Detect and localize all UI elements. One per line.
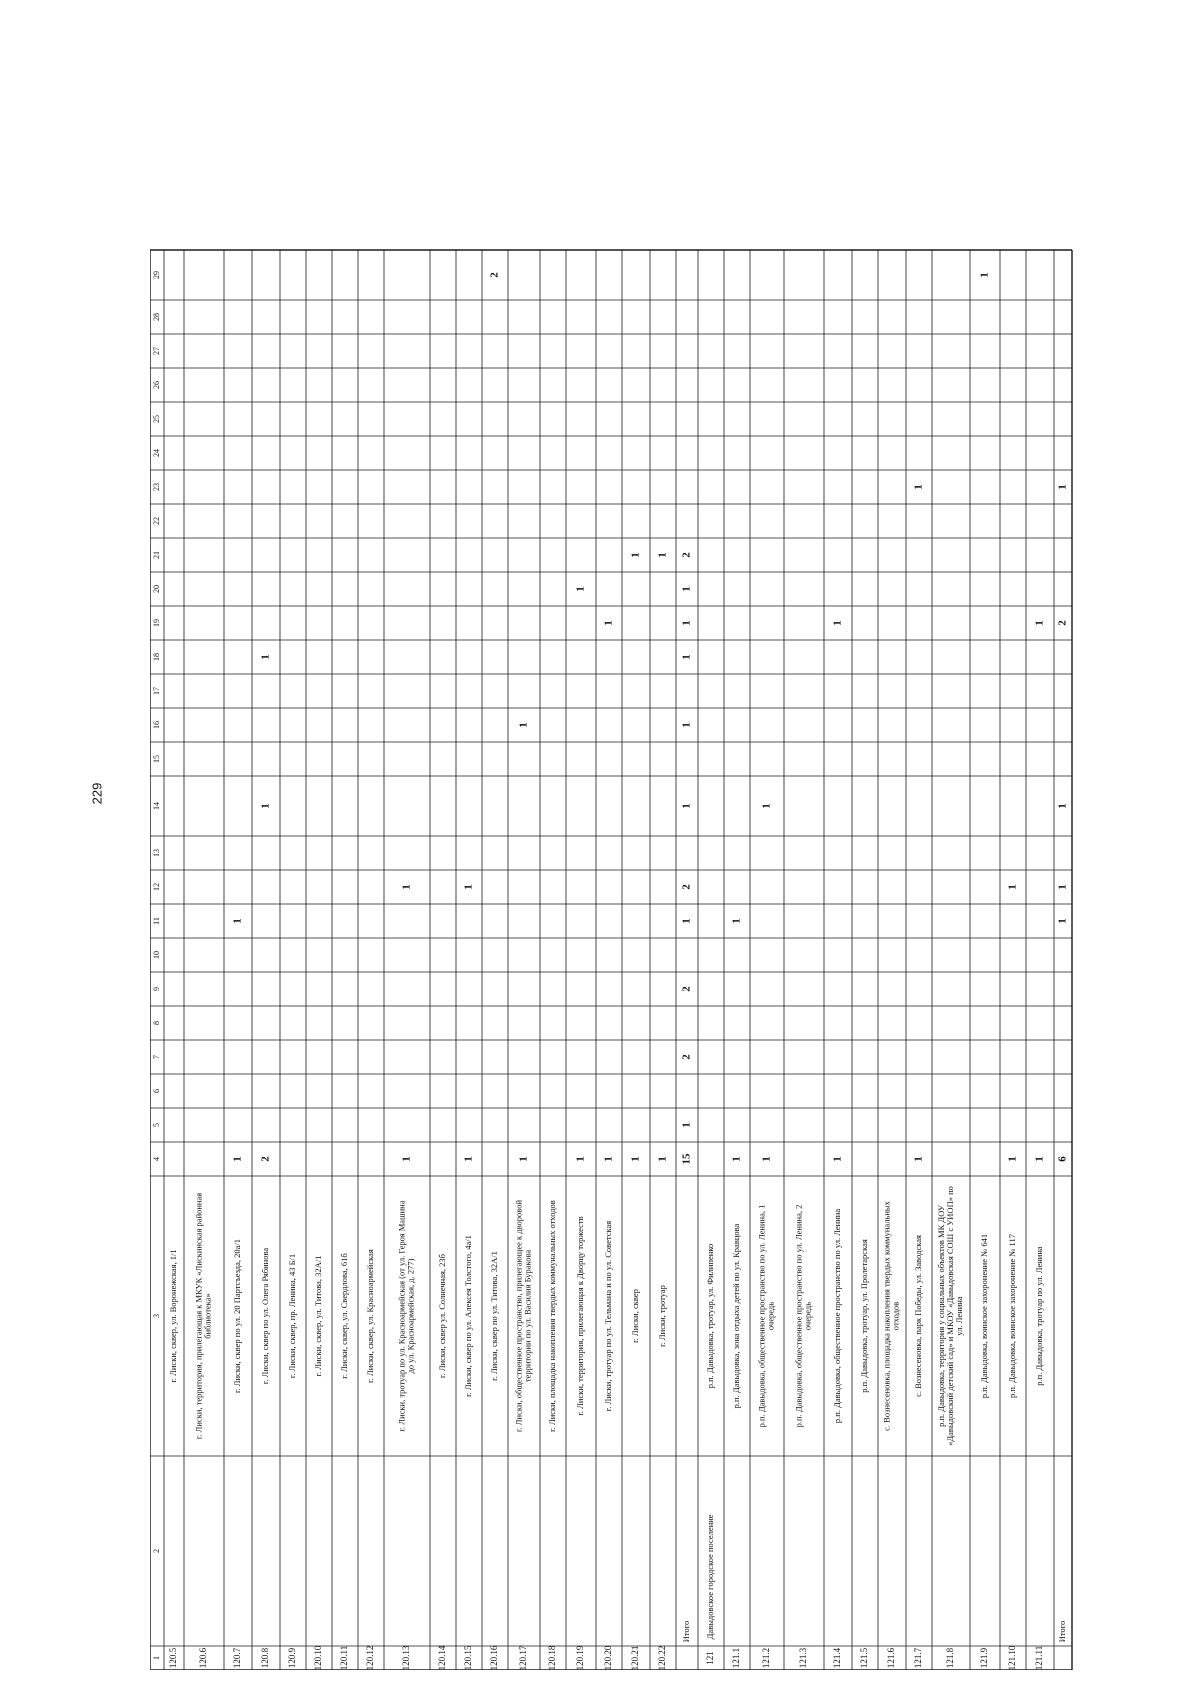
column-header: 11 bbox=[151, 917, 161, 925]
row-object: г. Лиски, тротуар по ул. Красноармейская (от ул. Героя Машина bbox=[396, 1200, 407, 1432]
cell-value: 1 bbox=[400, 884, 413, 890]
row-code: 121.4 bbox=[832, 1647, 843, 1669]
cell-value: 1 bbox=[978, 272, 991, 278]
cell-value: 1 bbox=[730, 1156, 743, 1162]
column-header: 9 bbox=[151, 987, 161, 991]
row-code: 121.10 bbox=[1007, 1645, 1018, 1670]
row-code: 120.11 bbox=[339, 1645, 350, 1670]
column-header: 15 bbox=[151, 755, 161, 763]
row-object: территории по ул. Василия Буракова bbox=[522, 1249, 533, 1383]
row-code: 121.7 bbox=[913, 1647, 924, 1669]
cell-value: 1 bbox=[760, 1156, 773, 1162]
cell-value: 1 bbox=[231, 1156, 244, 1162]
cell-value: 1 bbox=[259, 654, 272, 660]
row-object: г. Лиски, сквер по ул. 20 Партсъезда, 20а/1 bbox=[231, 1238, 242, 1394]
column-header: 19 bbox=[151, 619, 161, 627]
cell-value: 1 bbox=[680, 918, 693, 924]
cell-value: 1 bbox=[574, 586, 587, 592]
row-code: 120.16 bbox=[489, 1645, 500, 1670]
row-object: «Давыдовский детский сад» и МКОУ «Давыдовская СОШ с УИОП» по bbox=[944, 1186, 955, 1446]
row-code: 121.2 bbox=[761, 1647, 772, 1669]
column-header: 21 bbox=[151, 551, 161, 559]
column-header: 14 bbox=[151, 802, 161, 810]
cell-value: 1 bbox=[912, 484, 925, 490]
row-code: 120.22 bbox=[657, 1645, 668, 1670]
column-header: 1 bbox=[151, 1656, 161, 1660]
row-code: 121.9 bbox=[979, 1647, 990, 1669]
column-header: 3 bbox=[151, 1314, 161, 1318]
cell-value: 1 bbox=[462, 1156, 475, 1162]
column-header: 16 bbox=[151, 721, 161, 729]
column-header: 13 bbox=[151, 849, 161, 857]
column-header: 8 bbox=[151, 1021, 161, 1025]
column-header: 25 bbox=[151, 415, 161, 423]
column-header: 29 bbox=[151, 271, 161, 279]
cell-value: 1 bbox=[831, 620, 844, 626]
row-code: 120.5 bbox=[168, 1647, 179, 1669]
row-object: г. Лиски, сквер по ул. Алексея Толстого, 4а/1 bbox=[462, 1235, 473, 1397]
row-object: р.п. Давыдовка, тротуар, ул. Филипенко bbox=[704, 1243, 715, 1389]
cell-value: 1 bbox=[1056, 484, 1069, 490]
cell-value: 1 bbox=[680, 722, 693, 728]
row-object: г. Лиски, сквер bbox=[629, 1289, 640, 1343]
cell-value: 1 bbox=[462, 884, 475, 890]
cell-value: 1 bbox=[231, 918, 244, 924]
cell-value: 1 bbox=[680, 803, 693, 809]
cell-value: 2 bbox=[680, 552, 693, 558]
column-header: 2 bbox=[151, 1549, 161, 1553]
row-code: 121.1 bbox=[731, 1647, 742, 1669]
cell-value: 1 bbox=[912, 1156, 925, 1162]
cell-value: 1 bbox=[1006, 884, 1019, 890]
row-object: р.п. Давыдовка, тротуар по ул. Ленина bbox=[1033, 1246, 1044, 1386]
cell-value: 1 bbox=[1006, 1156, 1019, 1162]
row-object: р.п. Давыдовка, зона отдыха детей по ул. Кравцова bbox=[730, 1223, 741, 1409]
column-header: 10 bbox=[151, 951, 161, 959]
cell-value: 1 bbox=[1056, 803, 1069, 809]
row-code: 121 bbox=[705, 1651, 716, 1665]
cell-value: 1 bbox=[1056, 884, 1069, 890]
cell-value: 1 bbox=[259, 803, 272, 809]
cell-value: 1 bbox=[656, 1156, 669, 1162]
row-object: г. Лиски, сквер, ул. Красноармейская bbox=[364, 1249, 375, 1383]
cell-value: 2 bbox=[259, 1156, 272, 1162]
cell-value: 1 bbox=[680, 654, 693, 660]
row-place: Итого bbox=[680, 1620, 691, 1643]
row-code: 120.19 bbox=[575, 1645, 586, 1670]
row-object: г. Лиски, сквер, ул. Свердлова, 61б bbox=[338, 1253, 349, 1379]
row-object: р.п. Давыдовка, воинское захоронение № 641 bbox=[978, 1233, 989, 1399]
row-object: очередь bbox=[765, 1301, 776, 1331]
row-object: р.п. Давыдовка, общественное пространство по ул. Ленина bbox=[831, 1208, 842, 1424]
page-number: 229 bbox=[89, 782, 105, 805]
row-code: 120.14 bbox=[437, 1645, 448, 1670]
cell-value: 1 bbox=[574, 1156, 587, 1162]
row-object: р.п. Давыдовка, общественное пространство по ул. Ленина, 1 bbox=[756, 1204, 767, 1428]
row-object: ул. Ленина bbox=[953, 1296, 964, 1336]
column-header: 18 bbox=[151, 653, 161, 661]
column-header: 4 bbox=[151, 1157, 161, 1161]
row-code: 120.8 bbox=[260, 1647, 271, 1669]
cell-value: 1 bbox=[629, 1156, 642, 1162]
row-code: 120.18 bbox=[547, 1645, 558, 1670]
row-code: 121.6 bbox=[886, 1647, 897, 1669]
cell-value: 2 bbox=[680, 986, 693, 992]
cell-value: 1 bbox=[680, 586, 693, 592]
cell-value: 1 bbox=[400, 1156, 413, 1162]
cell-value: 1 bbox=[602, 620, 615, 626]
row-object: г. Лиски, территория, прилегающая к Дворцу торжеств bbox=[574, 1216, 585, 1416]
cell-value: 15 bbox=[680, 1153, 693, 1165]
row-code: 120.12 bbox=[365, 1645, 376, 1670]
row-object: г. Лиски, тротуар по ул. Тельмана и по ул. Советская bbox=[602, 1220, 613, 1412]
row-object: р.п. Давыдовка, общественное пространство по ул. Ленина, 2 bbox=[793, 1204, 804, 1428]
cell-value: 2 bbox=[1056, 620, 1069, 626]
row-place: Давыдовское городское поселение bbox=[704, 1514, 715, 1640]
column-header: 27 bbox=[151, 347, 161, 355]
row-object: до ул. Красноармейская, д. 277) bbox=[405, 1258, 416, 1374]
row-object: г. Лиски, сквер, ул. Воронежская, 1/1 bbox=[167, 1249, 178, 1383]
cell-value: 2 bbox=[488, 272, 501, 278]
cell-value: 1 bbox=[517, 722, 530, 728]
row-object: отходов bbox=[890, 1301, 901, 1331]
cell-value: 1 bbox=[656, 552, 669, 558]
row-code: 120.6 bbox=[198, 1647, 209, 1669]
cell-value: 1 bbox=[1033, 1156, 1046, 1162]
cell-value: 1 bbox=[680, 1122, 693, 1128]
row-object: г. Лиски, территория, прилегающая к МКУК «Лискинская районная bbox=[193, 1192, 204, 1440]
cell-value: 1 bbox=[517, 1156, 530, 1162]
cell-value: 1 bbox=[1056, 918, 1069, 924]
column-header: 12 bbox=[151, 883, 161, 891]
cell-value: 1 bbox=[1033, 620, 1046, 626]
row-object: г. Лиски, сквер, ул. Титова, 32А/1 bbox=[312, 1255, 323, 1377]
column-header: 17 bbox=[151, 687, 161, 695]
row-code: 121.5 bbox=[859, 1647, 870, 1669]
column-header: 7 bbox=[151, 1055, 161, 1059]
row-object: с. Вознесеновка, парк Победы, ул. Заводская bbox=[912, 1235, 923, 1397]
row-code: 120.10 bbox=[313, 1645, 324, 1670]
row-object: г. Лиски, сквер ул. Солнечная, 23б bbox=[436, 1254, 447, 1378]
row-place: Итого bbox=[1056, 1620, 1067, 1643]
column-header: 20 bbox=[151, 585, 161, 593]
row-code: 120.15 bbox=[463, 1645, 474, 1670]
row-code: 120.7 bbox=[232, 1647, 243, 1669]
column-header: 22 bbox=[151, 517, 161, 525]
row-object: г. Лиски, общественное пространство, прилегающее к дворовой bbox=[513, 1199, 524, 1433]
row-code: 121.8 bbox=[945, 1647, 956, 1669]
cell-value: 1 bbox=[760, 803, 773, 809]
cell-value: 2 bbox=[680, 1054, 693, 1060]
column-header: 26 bbox=[151, 381, 161, 389]
row-object: библиотека» bbox=[202, 1293, 213, 1339]
row-object: г. Лиски, сквер, пр. Ленина, 43 Б/1 bbox=[286, 1253, 297, 1379]
cell-value: 1 bbox=[730, 918, 743, 924]
row-object: г. Лиски, сквер по ул. Титова, 32А/1 bbox=[488, 1251, 499, 1381]
row-object: г. Лиски, тротуар bbox=[656, 1285, 667, 1347]
table-cells bbox=[152, 271, 1069, 1670]
cell-value: 1 bbox=[602, 1156, 615, 1162]
row-code: 120.20 bbox=[603, 1645, 614, 1670]
cell-value: 1 bbox=[629, 552, 642, 558]
row-code: 120.17 bbox=[518, 1645, 529, 1670]
row-code: 120.13 bbox=[401, 1645, 412, 1670]
row-object: г. Лиски, сквер по ул. Олега Рябинова bbox=[259, 1247, 270, 1385]
row-object: с. Вознесеновка, площадка накопления твердых коммунальных bbox=[881, 1201, 892, 1431]
row-code: 121.3 bbox=[798, 1647, 809, 1669]
data-table bbox=[150, 20, 1130, 1670]
row-object: р.п. Давыдовка, воинское захоронение № 117 bbox=[1006, 1234, 1017, 1398]
row-code: 121.11 bbox=[1034, 1645, 1045, 1670]
cell-value: 6 bbox=[1056, 1156, 1069, 1162]
row-code: 120.9 bbox=[287, 1647, 298, 1669]
row-object: р.п. Давыдовка, тротуар, ул. Пролетарская bbox=[858, 1239, 869, 1393]
column-header: 24 bbox=[151, 449, 161, 457]
column-header: 6 bbox=[151, 1089, 161, 1093]
row-object: очередь bbox=[802, 1301, 813, 1331]
cell-value: 1 bbox=[831, 1156, 844, 1162]
cell-value: 1 bbox=[680, 620, 693, 626]
row-object: р.п. Давыдовка, территория у социальных объектов МК ДОУ bbox=[935, 1205, 946, 1427]
table-grid bbox=[150, 250, 1072, 1670]
row-object: г. Лиски, площадка накопления твердых коммунальных отходов bbox=[546, 1200, 557, 1432]
row-code: 120.21 bbox=[630, 1645, 641, 1670]
column-header: 23 bbox=[151, 483, 161, 491]
cell-value: 2 bbox=[680, 884, 693, 890]
column-header: 28 bbox=[151, 313, 161, 321]
column-header: 5 bbox=[151, 1123, 161, 1127]
